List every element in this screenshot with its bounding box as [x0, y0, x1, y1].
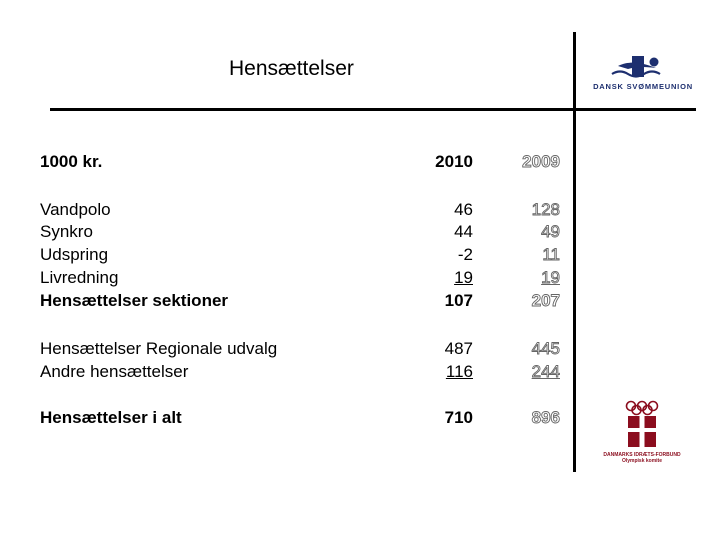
value-2010: 107 [444, 291, 473, 310]
row-label: Hensættelser Regionale udvalg [40, 339, 278, 358]
page-title: Hensættelser [229, 57, 354, 80]
row-label: Udspring [40, 245, 109, 264]
dif-logo-line1: DANMARKS IDRÆTS-FORBUND [603, 452, 681, 458]
vertical-divider [573, 32, 576, 472]
value-2010: 44 [454, 222, 473, 241]
dif-logo-text [600, 452, 684, 464]
value-2009: 11 [542, 245, 560, 264]
dif-logo [600, 400, 684, 466]
value-2009: 207 [531, 291, 560, 310]
row-label: Andre hensættelser [40, 362, 189, 381]
value-2010: 487 [444, 339, 473, 358]
dif-logo-line2: Olympisk komite [621, 458, 662, 464]
header-unit-label: 1000 kr. [40, 152, 103, 171]
value-2010: 116 [445, 362, 473, 381]
value-2009: 244 [531, 362, 560, 381]
swimmer-icon [578, 52, 708, 82]
header-2010: 2010 [435, 152, 473, 171]
row-label: Synkro [40, 222, 93, 241]
row-label: Hensættelser i alt [40, 408, 182, 427]
dansk-svommeunion-logo [578, 52, 708, 94]
swim-union-logo-text: DANSK SVØMMEUNION [593, 82, 693, 91]
value-2009: 445 [531, 339, 560, 358]
row-label: Livredning [40, 268, 119, 287]
value-2010: 19 [454, 268, 473, 287]
header-2009: 2009 [522, 152, 560, 171]
value-2010: -2 [457, 245, 473, 264]
row-label: Hensættelser sektioner [40, 291, 229, 310]
row-label: Vandpolo [40, 200, 111, 219]
value-2009: 896 [531, 408, 560, 427]
value-2010: 46 [454, 200, 473, 219]
value-2009: 49 [541, 222, 560, 241]
horizontal-divider [50, 108, 696, 111]
value-2009: 19 [541, 268, 560, 287]
value-2010: 710 [444, 408, 473, 427]
value-2009: 128 [531, 200, 560, 219]
olympic-rings-cross-icon [600, 400, 684, 452]
